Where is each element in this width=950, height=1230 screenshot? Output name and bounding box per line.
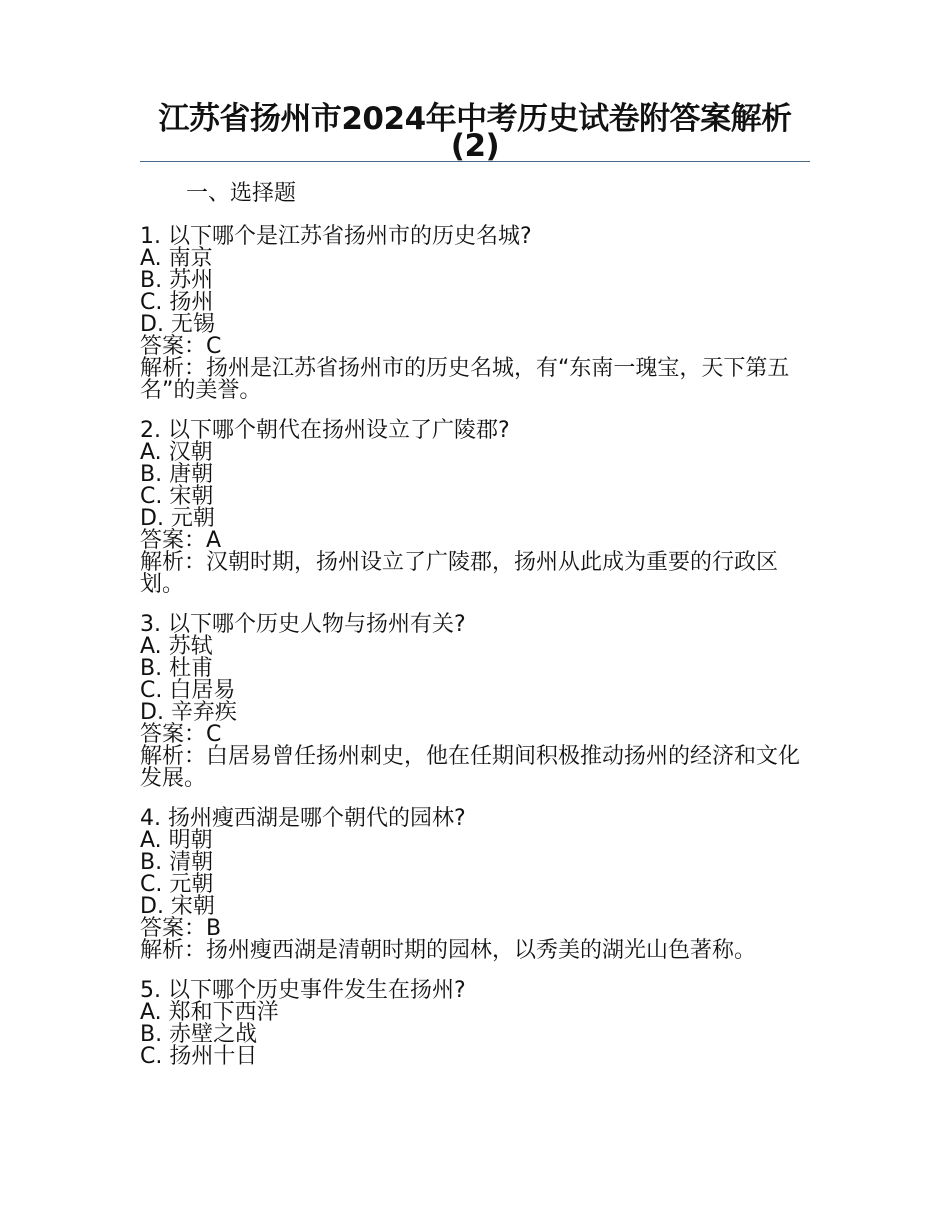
- analysis: 解析：扬州瘦西湖是清朝时期的园林，以秀美的湖光山色著称。: [140, 938, 757, 963]
- question-list: [140, 226, 810, 1086]
- question-stem: 3. 以下哪个历史人物与扬州有关?: [140, 612, 466, 637]
- question-stem: 1. 以下哪个是江苏省扬州市的历史名城?: [140, 224, 532, 249]
- answer: 答案：B: [140, 916, 222, 941]
- answer: 答案：C: [140, 334, 222, 359]
- option-a: A. 明朝: [140, 828, 213, 853]
- option-a: A. 汉朝: [140, 440, 213, 465]
- option-d: D. 无锡: [140, 312, 215, 337]
- question-stem: 5. 以下哪个历史事件发生在扬州?: [140, 978, 466, 1003]
- analysis: 解析：扬州是江苏省扬州市的历史名城，有“东南一瑰宝，天下第五名”的美誉。: [140, 356, 790, 403]
- option-a: A. 苏轼: [140, 634, 213, 659]
- question-stem: 4. 扬州瘦西湖是哪个朝代的园林?: [140, 806, 466, 831]
- option-b: B. 唐朝: [140, 462, 214, 487]
- option-c: C. 白居易: [140, 678, 236, 703]
- option-a: A. 南京: [140, 246, 213, 271]
- answer: 答案：C: [140, 722, 222, 747]
- option-b: B. 苏州: [140, 268, 214, 293]
- analysis: 解析：汉朝时期，扬州设立了广陵郡，扬州从此成为重要的行政区划。: [140, 550, 779, 597]
- option-c: C. 扬州十日: [140, 1044, 258, 1069]
- question-item: [140, 980, 810, 1068]
- option-c: C. 扬州: [140, 290, 214, 315]
- option-b: B. 清朝: [140, 850, 214, 875]
- question-item: [140, 614, 810, 790]
- option-d: D. 宋朝: [140, 894, 215, 919]
- option-b: B. 杜甫: [140, 656, 214, 681]
- option-c: C. 宋朝: [140, 484, 214, 509]
- analysis: 解析：白居易曾任扬州刺史，他在任期间积极推动扬州的经济和文化发展。: [140, 744, 801, 791]
- question-item: [140, 808, 810, 962]
- title-underline: [140, 161, 810, 162]
- section-heading: 一、选择题: [186, 181, 297, 206]
- question-item: [140, 420, 810, 596]
- document-title: 江苏省扬州市2024年中考历史试卷附答案解析(2): [158, 101, 792, 164]
- option-b: B. 赤壁之战: [140, 1022, 258, 1047]
- question-item: [140, 226, 810, 402]
- question-stem: 2. 以下哪个朝代在扬州设立了广陵郡?: [140, 418, 510, 443]
- option-c: C. 元朝: [140, 872, 214, 897]
- answer: 答案：A: [140, 528, 222, 553]
- option-d: D. 辛弃疾: [140, 700, 237, 725]
- option-a: A. 郑和下西洋: [140, 1000, 279, 1025]
- option-d: D. 元朝: [140, 506, 215, 531]
